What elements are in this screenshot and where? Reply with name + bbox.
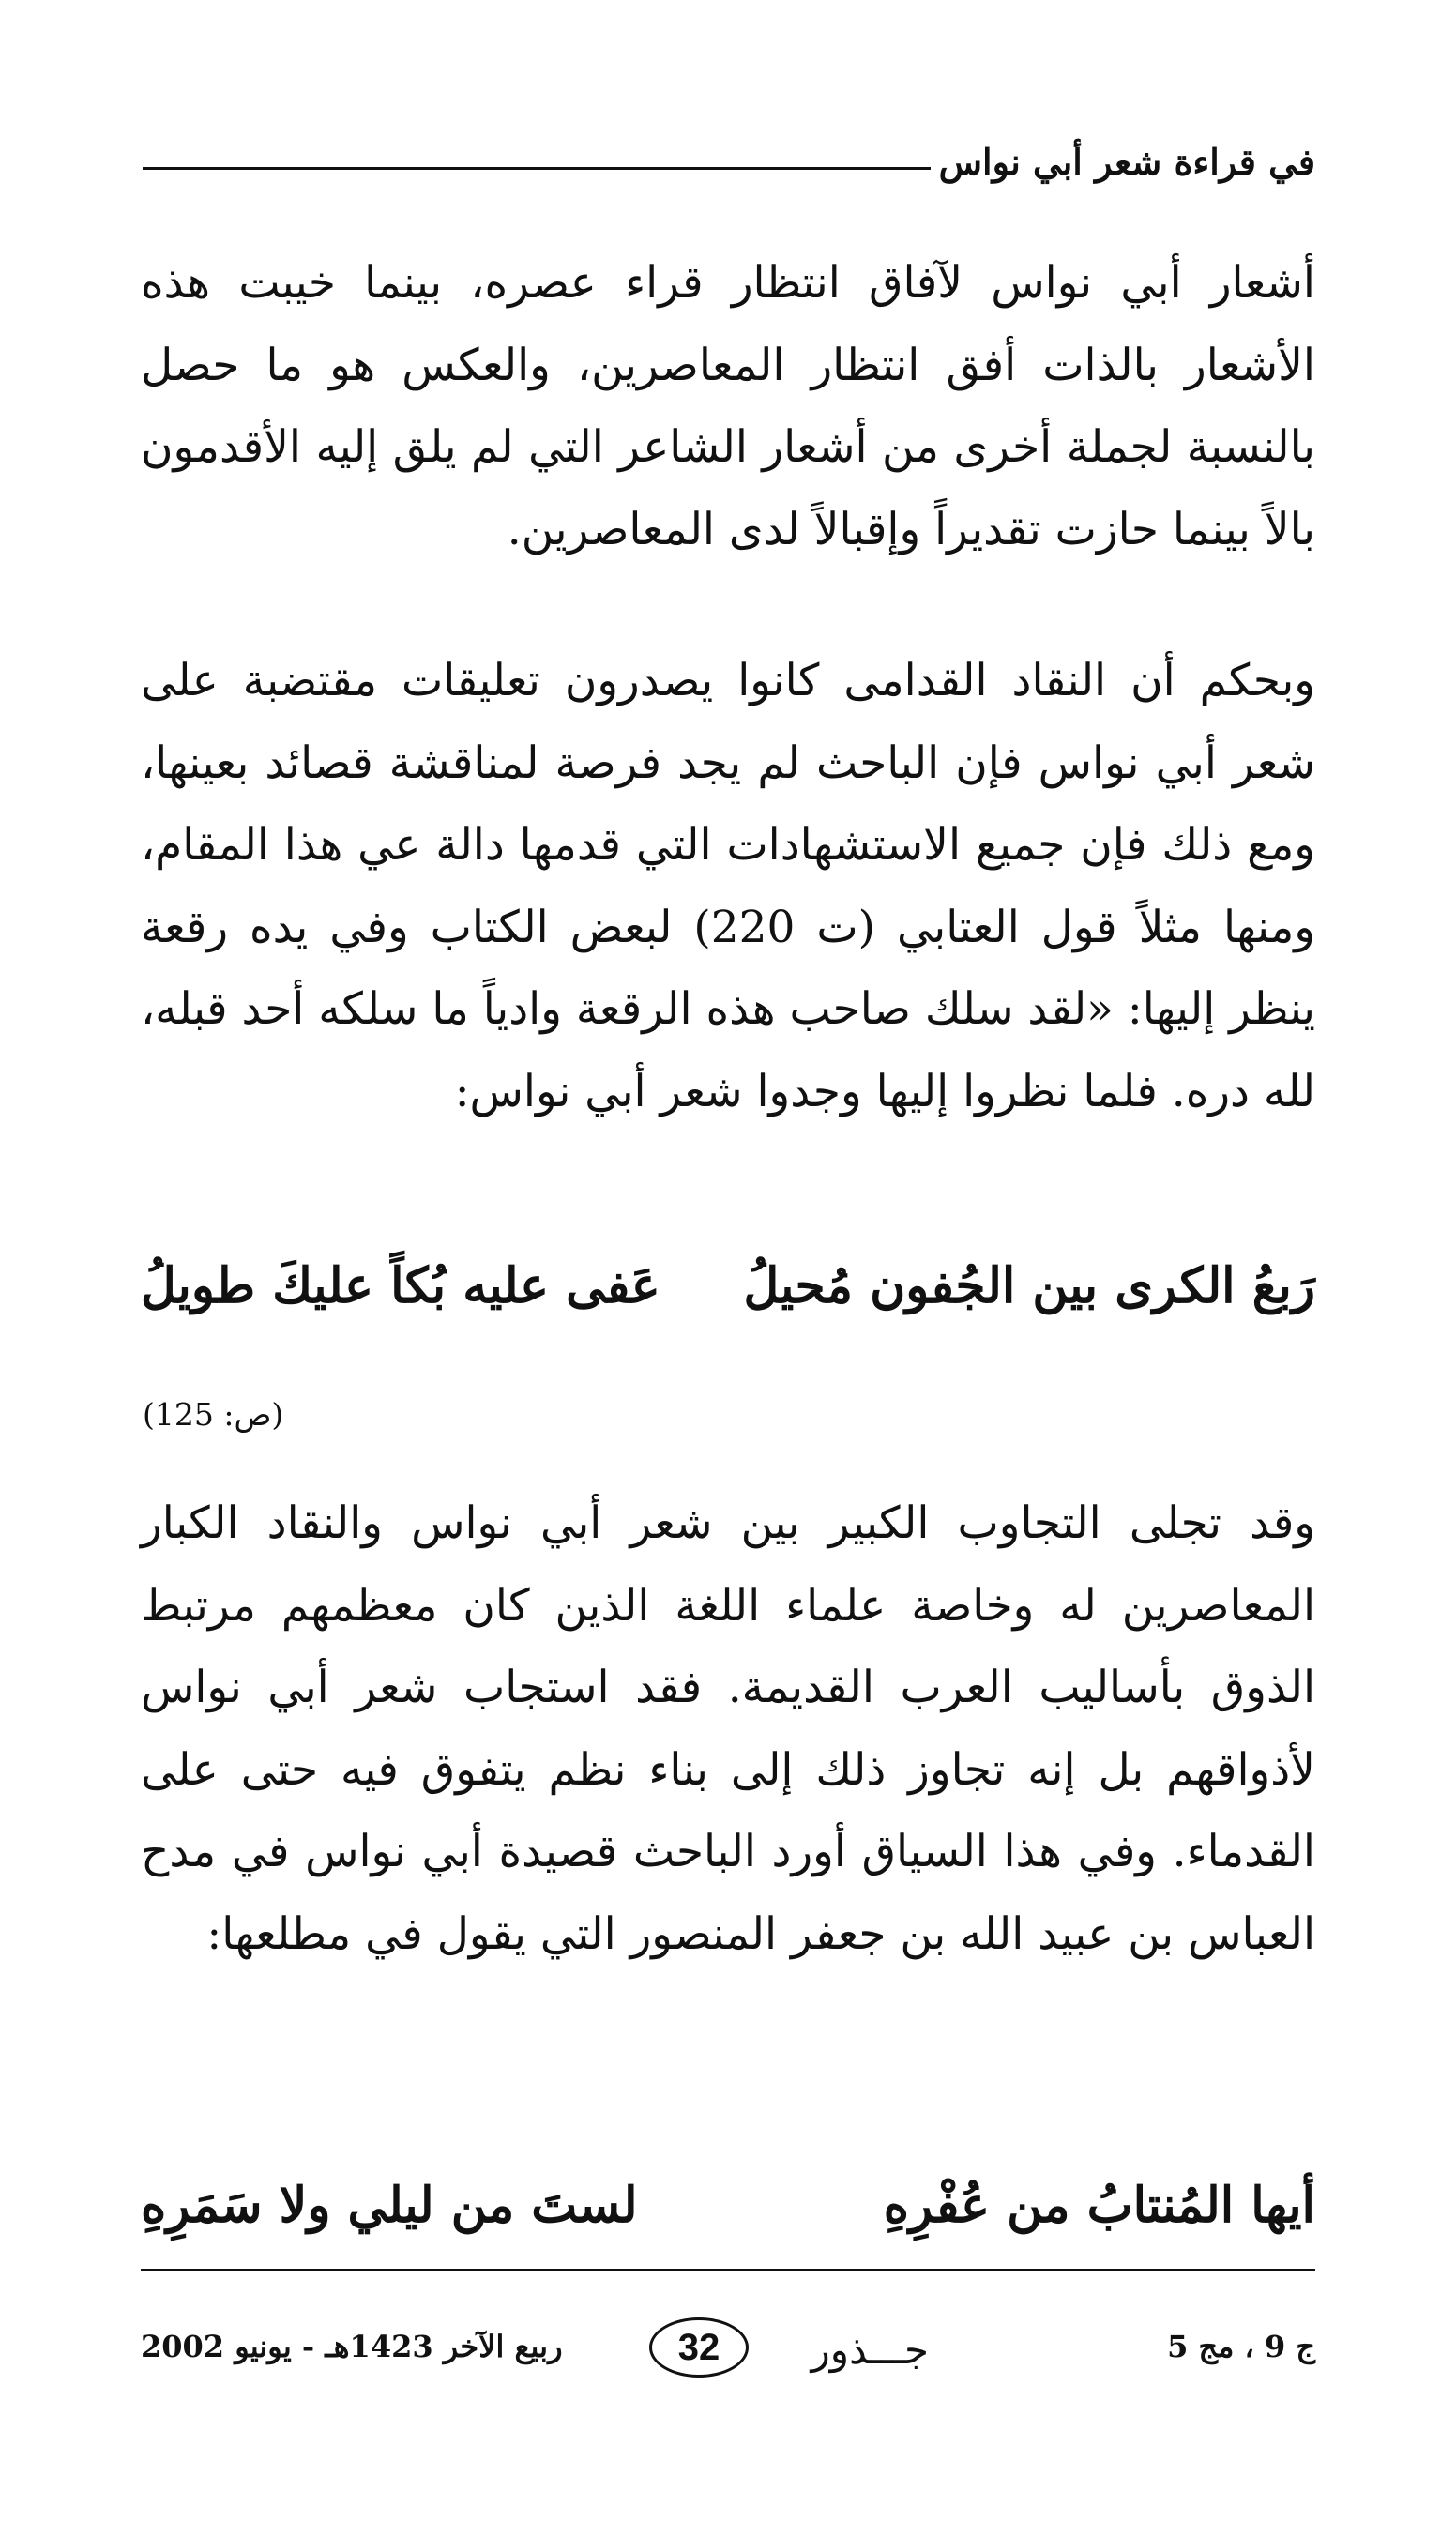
header-rule xyxy=(143,167,931,170)
issue-number: ج 9 ، مج 5 xyxy=(1167,2329,1315,2364)
journal-name: جـــذور xyxy=(811,2327,929,2373)
paragraph-1: أشعار أبي نواس لآفاق انتظار قراء عصره، بينما خيبت هذه الأشعار بالذات أفق انتظار المعاصرين، والعكس هو ما حصل بالنسبة لجملة أخرى من أشعار الشاعر التي لم يلق إليه الأقدمون بالاً بينما حازت تقديراً وإقبالاً لدى المعاصرين. xyxy=(141,257,1315,555)
paragraph-2: وبحكم أن النقاد القدامى كانوا يصدرون تعليقات مقتضبة على شعر أبي نواس فإن الباحث لم يجد فرصة لمناقشة قصائد بعينها، ومع ذلك فإن جميع الاستشهادات التي قدمها دالة عي هذا المقام، ومنها مثلاً قول العتابي (ت 220) لبعض الكتاب وفي يده رقعة ينظر إليها: «لقد سلك صاحب هذه الرقعة وادياً ما سلكه أحد قبله، لله دره. فلما نظروا إليها وجدوا شعر أبي نواس: xyxy=(141,655,1315,1117)
verse-2 xyxy=(141,2177,1315,2252)
page-reference: (ص: 125) xyxy=(143,1396,284,1433)
verse-2-first-hemistich: أيها المُنتابُ من عُفْرِهِ xyxy=(883,2177,1315,2234)
verse-1-first-hemistich: رَبعُ الكرى بين الجُفون مُحيلُ xyxy=(743,1257,1315,1314)
footer-rule xyxy=(141,2269,1315,2271)
verse-2-second-hemistich: لستَ من ليلي ولا سَمَرِهِ xyxy=(141,2177,638,2234)
verse-1-second-hemistich: عَفى عليه بُكاً عليكَ طويلُ xyxy=(141,1257,660,1314)
running-title: في قراءة شعر أبي نواس xyxy=(938,141,1315,183)
verse-1 xyxy=(141,1257,1315,1332)
page-footer xyxy=(141,2308,1315,2383)
paragraph-3: وقد تجلى التجاوب الكبير بين شعر أبي نواس والنقاد الكبار المعاصرين له وخاصة علماء اللغة الذين كان معظمهم مرتبط الذوق بأساليب العرب القديمة. فقد استجاب شعر أبي نواس لأذواقهم بل إنه تجاوز ذلك إلى بناء نظم يتفوق فيه حتى على القدماء. وفي هذا السياق أورد الباحث قصيدة أبي نواس في مدح العباس بن عبيد الله بن جعفر المنصور التي يقول في مطلعها: xyxy=(141,1497,1315,1960)
page-number: 32 xyxy=(649,2317,749,2378)
journal-mark xyxy=(629,2325,929,2381)
publication-date: ربيع الآخر 1423هـ - يونيو 2002 xyxy=(141,2329,563,2364)
